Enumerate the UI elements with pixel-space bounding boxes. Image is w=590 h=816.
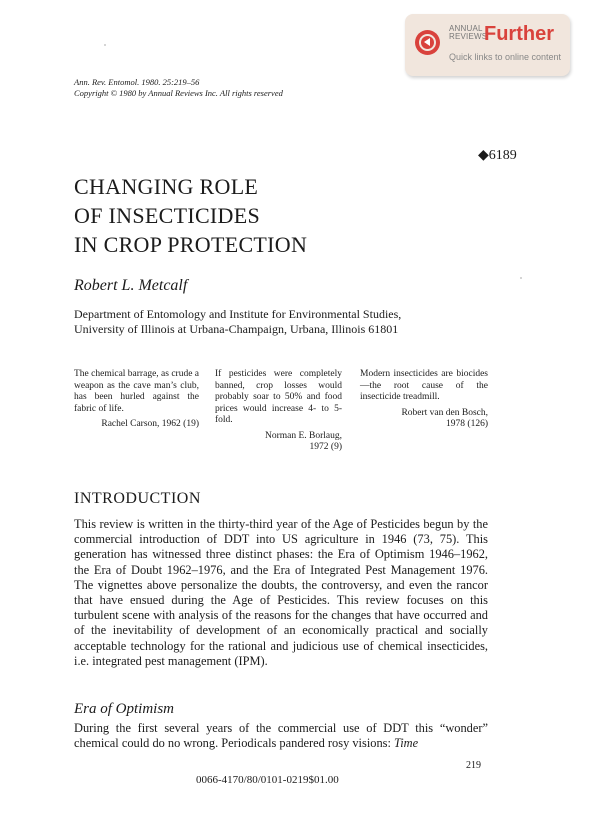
annual-reviews-further-badge[interactable] xyxy=(405,14,570,76)
optimism-paragraph xyxy=(74,721,488,751)
article-title xyxy=(74,172,307,259)
scan-speck xyxy=(104,44,106,46)
footer-code: 0066-4170/80/0101-0219$01.00 xyxy=(196,774,339,786)
epigraph-attribution xyxy=(74,419,199,431)
epigraph-attribution xyxy=(215,431,342,454)
citation-line-1: Ann. Rev. Entomol. 1980. 25:219–56 xyxy=(74,77,200,87)
author-affiliation xyxy=(74,307,401,337)
page-number: 219 xyxy=(466,760,481,771)
optimism-text: During the first several years of the commercial use of DDT this “wonder” chemical could do no wrong. Periodicals pandered rosy visions: xyxy=(74,721,488,751)
further-wordmark: Further xyxy=(484,23,554,45)
epigraph-borlaug xyxy=(215,369,342,454)
epigraph-attribution xyxy=(360,408,488,431)
epigraph-quote: Modern insecticides are biocides—the root cause of the insecticide treadmill. xyxy=(360,369,488,402)
scan-speck xyxy=(520,277,522,279)
epigraph-van-den-bosch xyxy=(360,369,488,431)
section-heading-introduction: INTRODUCTION xyxy=(74,490,201,507)
badge-subtitle: Quick links to online content xyxy=(449,52,562,62)
epigraph-quote: The chemical barrage, as crude a weapon as the cave man’s club, has been hurled against the fabric of life. xyxy=(74,369,200,414)
title-line-1: CHANGING ROLE xyxy=(74,174,259,199)
author-name: Robert L. Metcalf xyxy=(74,277,188,294)
subsection-heading-optimism: Era of Optimism xyxy=(74,701,175,717)
epigraph-quote: If pesticides were completely banned, crop losses would probably soar to 50% and food prices would increase 4- to 5-fold. xyxy=(215,369,342,425)
introduction-paragraph: This review is written in the thirty-third year of the Age of Pesticides begun by the commercial introduction of DDT into US agriculture in 1946 (73, 75). This generation has witnessed three distinct phases: the Era of Optimism 1946–1962, the Era of Doubt 1962–1976, and the Era of Integrated Pest Management 1976. The vignettes above personalize the doubts, the controversy, and even the rancor that have ensued during the Age of Pesticides. This review focuses on this turbulent scene with analysis of the reasons for the changes that have occurred and of the inevitability of development of an economically practical and socially acceptable technology for the rational and judicious use of chemical insecticides, i.e. integrated pest management (IPM). xyxy=(74,517,488,668)
annual-reviews-logo-text xyxy=(449,25,487,41)
title-line-2: OF INSECTICIDES xyxy=(74,203,261,228)
attribution-line: Rachel Carson, 1962 (19) xyxy=(101,419,199,429)
affiliation-line-1: Department of Entomology and Institute for Environmental Studies, xyxy=(74,307,402,321)
epigraph-carson xyxy=(74,369,199,431)
title-line-3: IN CROP PROTECTION xyxy=(74,232,308,257)
optimism-italic-word: Time xyxy=(394,736,419,751)
attribution-line: 1978 (126) xyxy=(446,419,488,429)
attribution-line: Robert van den Bosch, xyxy=(401,407,488,418)
attribution-line: 1972 (9) xyxy=(309,442,342,452)
arrow-circle-icon xyxy=(415,30,440,55)
copyright-line: Copyright © 1980 by Annual Reviews Inc. All rights reserved xyxy=(74,88,283,98)
brand-line-2: REVIEWS xyxy=(449,32,488,41)
journal-citation xyxy=(74,77,283,99)
attribution-line: Norman E. Borlaug, xyxy=(264,430,342,441)
brand-line-1: ANNUAL xyxy=(449,24,483,33)
document-number: ◆6189 xyxy=(478,148,517,163)
affiliation-line-2: University of Illinois at Urbana-Champaign, Urbana, Illinois 61801 xyxy=(74,322,399,336)
play-left-icon xyxy=(424,38,430,46)
